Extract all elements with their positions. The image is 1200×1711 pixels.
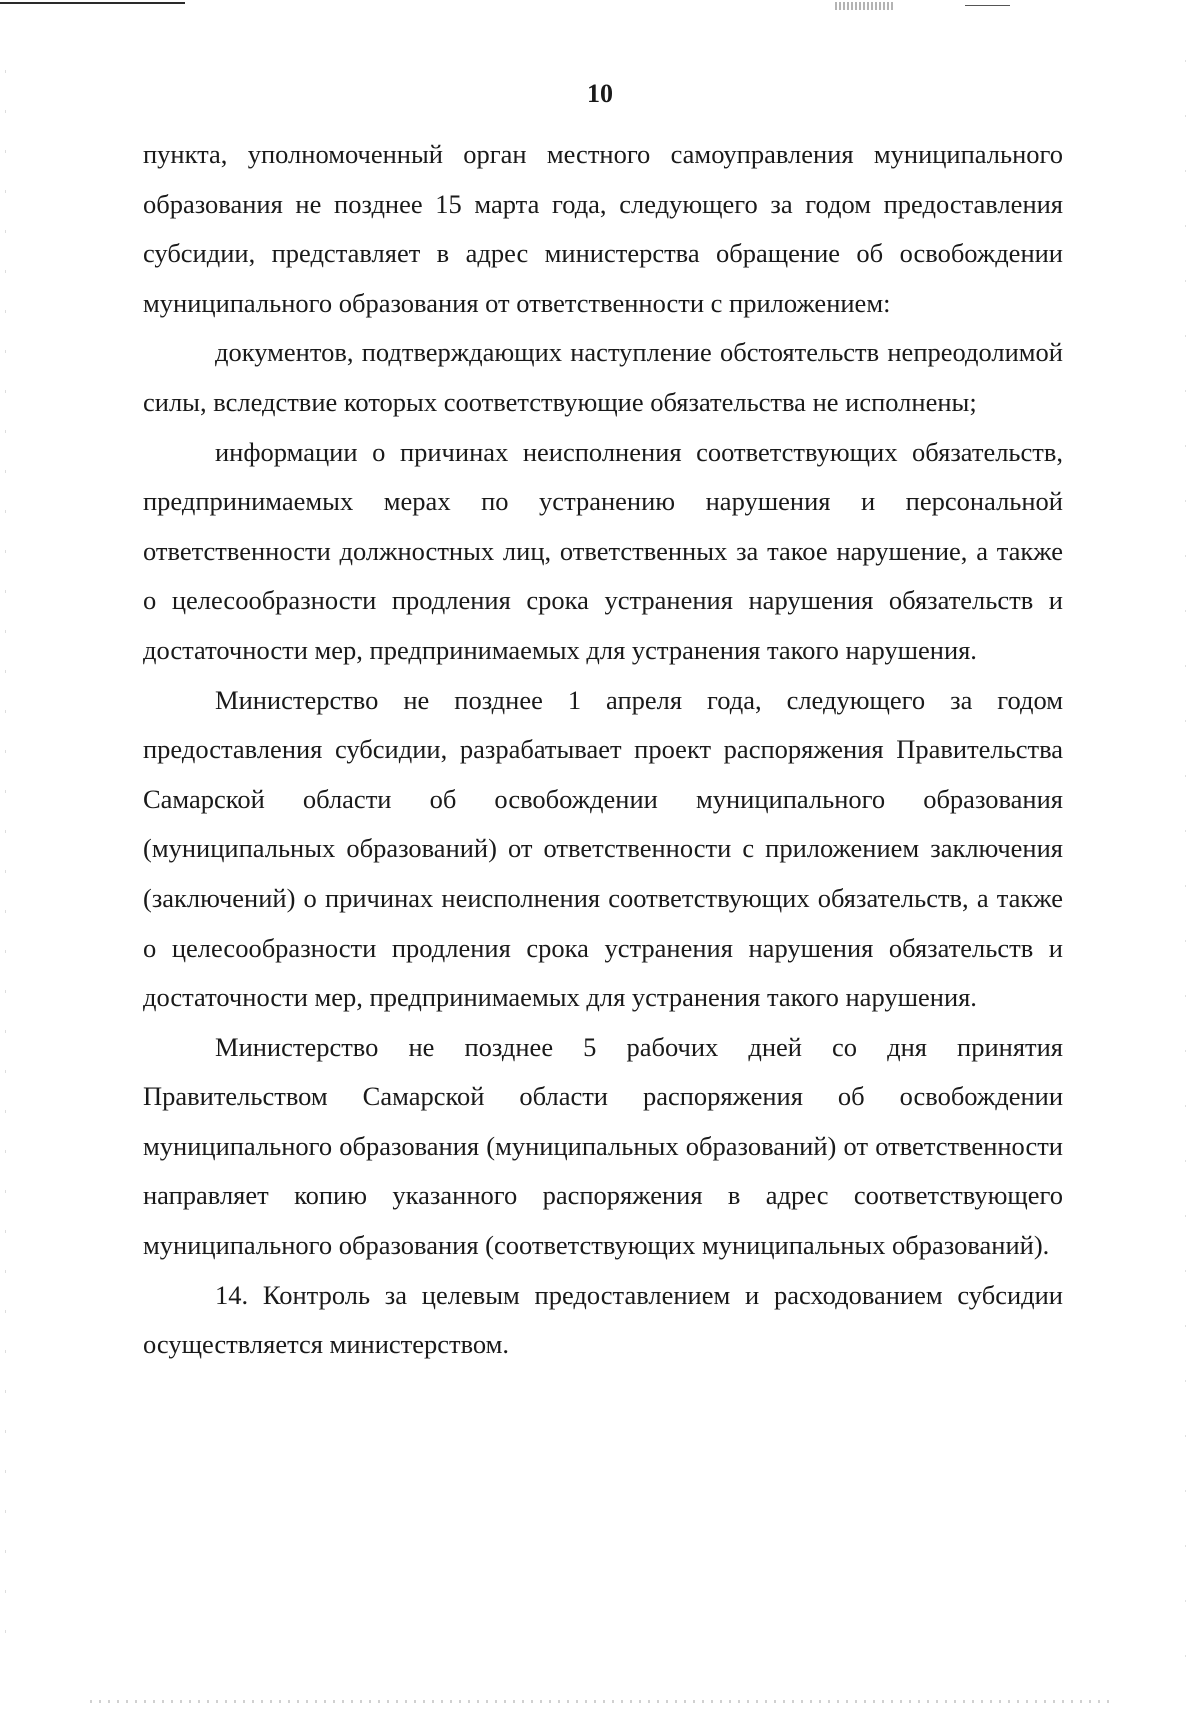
scan-artifact-line — [0, 2, 185, 4]
scan-artifact-smudge — [835, 2, 895, 10]
paragraph-continuation: пункта, уполномоченный орган местного самоуправления муниципального образования не позднее 15 марта года, следующего за годом предоставления субсидии, представляет в адрес министерства обращение об освобождении муниципального образования от ответственности с приложением: — [143, 139, 1063, 318]
paragraph-information: информации о причинах неисполнения соответствующих обязательств, предпринимаемых мерах по устранению нарушения и персональной ответственности должностных лиц, ответственных за такое нарушение, а также о целесообразности продления срока устранения нарушения обязательств и достаточности мер, предпринимаемых для устранения такого нарушения. — [143, 436, 1063, 665]
scan-artifact-line — [965, 5, 1010, 6]
paragraph-item-14: 14. Контроль за целевым предоставлением и расходованием субсидии осуществляется министерством. — [143, 1279, 1063, 1360]
scan-artifact-margin — [1185, 60, 1186, 1660]
document-body — [143, 130, 1063, 1370]
paragraph-ministry-copy: Министерство не позднее 5 рабочих дней со дня принятия Правительством Самарской области распоряжения об освобождении муниципального образования (муниципальных образований) от ответственности направляет копию указанного распоряжения в адрес соответствующего муниципального образования (соответствующих муниципальных образований). — [143, 1031, 1063, 1261]
page-number: 10 — [587, 79, 613, 108]
scan-artifact-bottom — [90, 1700, 1110, 1703]
paragraph-documents: документов, подтверждающих наступление обстоятельств непреодолимой силы, вследствие которых соответствующие обязательства не исполнены; — [143, 337, 1063, 417]
scan-artifact-margin — [5, 70, 6, 1670]
paragraph-ministry-draft: Министерство не позднее 1 апреля года, следующего за годом предоставления субсидии, разрабатывает проект распоряжения Правительства Самарской области об освобождении муниципального образования (муниципальных образований) от ответственности с приложением заключения (заключений) о причинах неисполнения соответствующих обязательств, а также о целесообразности продления срока устранения нарушения обязательств и достаточности мер, предпринимаемых для устранения такого нарушения. — [143, 684, 1063, 1013]
